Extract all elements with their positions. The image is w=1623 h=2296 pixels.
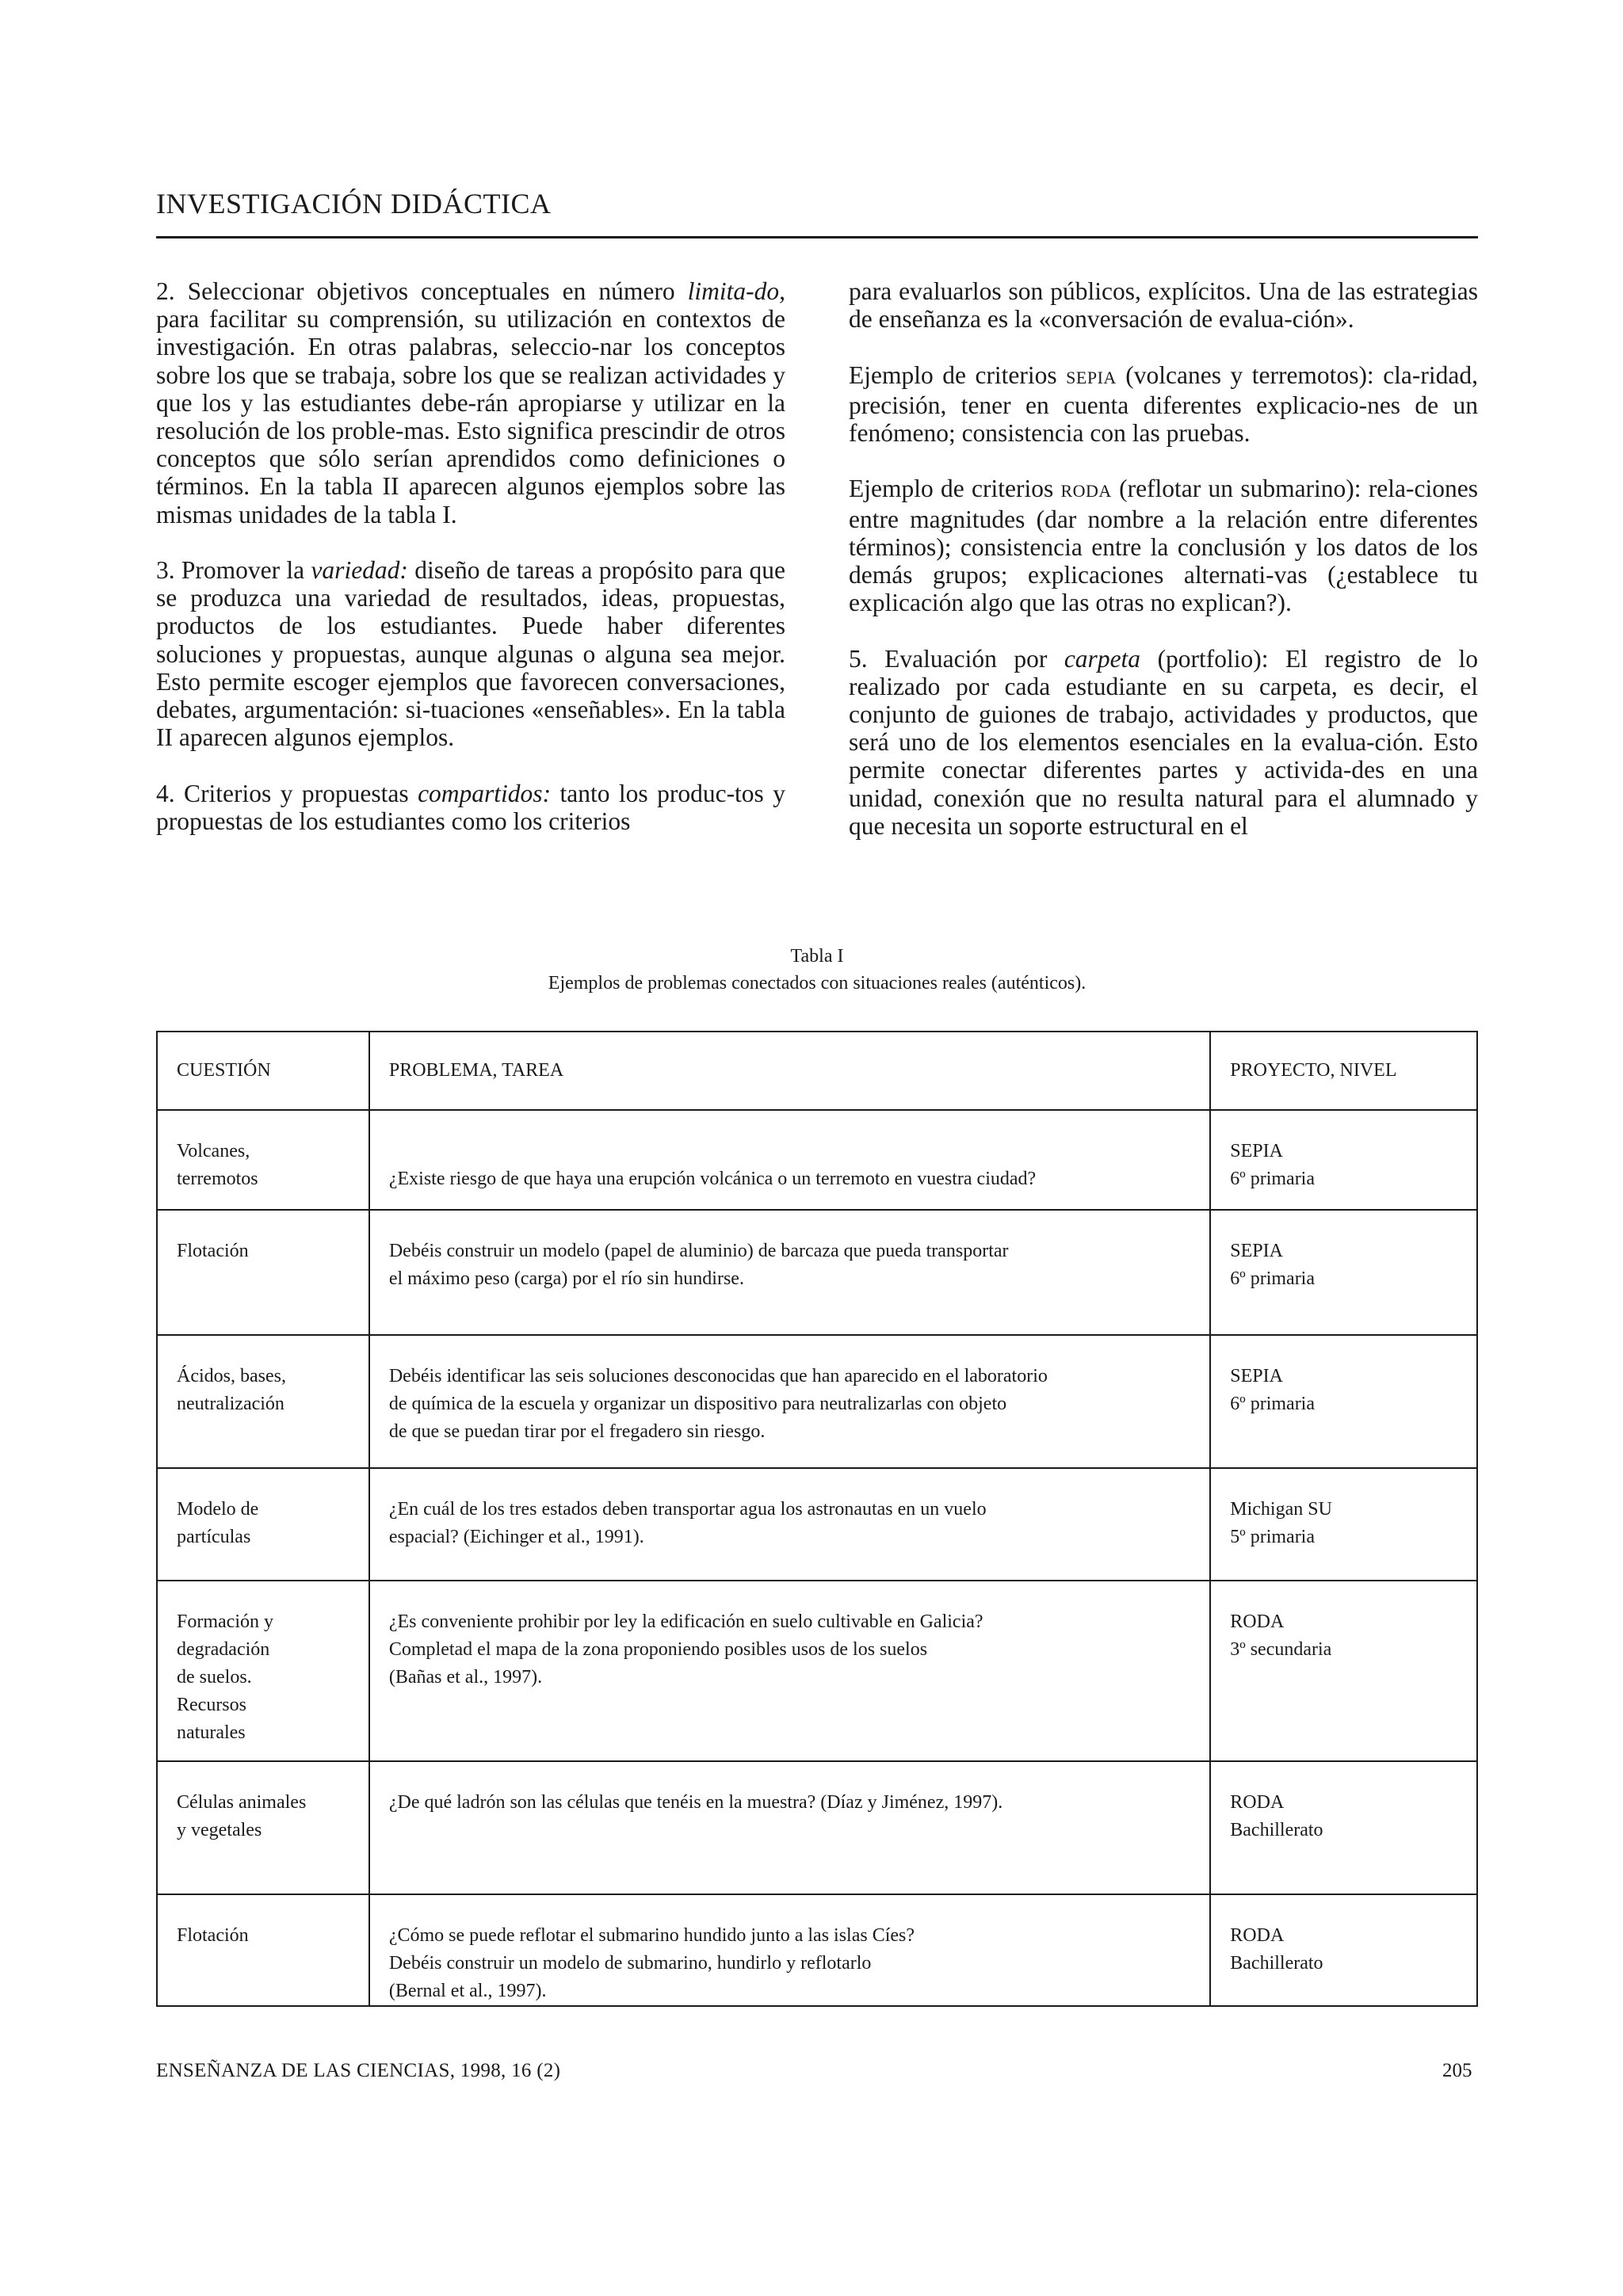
header-proyecto: PROYECTO, NIVEL xyxy=(1210,1032,1477,1110)
table-row xyxy=(157,1581,1477,1761)
left-column xyxy=(156,277,785,835)
cell-line: 6º primaria xyxy=(1230,1268,1315,1289)
cell-line: Recursos xyxy=(177,1695,246,1715)
table-1 xyxy=(156,1031,1478,2007)
cell-line: RODA xyxy=(1230,1792,1285,1813)
cell-line: Michigan SU xyxy=(1230,1499,1332,1520)
cell-line: Ácidos, bases, xyxy=(177,1366,286,1386)
cell-problema xyxy=(369,1894,1210,2006)
text-run: 4. Criterios y propuestas xyxy=(156,779,418,807)
cell-cuestion xyxy=(157,1468,369,1581)
footer-journal: ENSEÑANZA DE LAS CIENCIAS, 1998, 16 (2) xyxy=(156,2060,561,2081)
cell-line: ¿Existe riesgo de que haya una erupción volcánica o un terremoto en vuestra ciudad? xyxy=(388,1169,1037,1189)
paragraph-3 xyxy=(156,556,785,751)
cell-line: Debéis identificar las seis soluciones desconocidas que han aparecido en el laboratorio xyxy=(388,1366,1048,1386)
table-body xyxy=(157,1110,1477,2006)
paragraph-roda-criteria xyxy=(849,475,1478,616)
cell-proyecto xyxy=(1210,1110,1477,1210)
cell-line: degradación xyxy=(177,1639,270,1660)
cell-line: de suelos. xyxy=(177,1667,252,1688)
paragraph-continued: para evaluarlos son públicos, explícitos. Una de las estrategias de enseñanza es la «conversación de evalua-ción». xyxy=(849,277,1478,334)
cell-line: 6º primaria xyxy=(1230,1394,1315,1414)
cell-proyecto xyxy=(1210,1581,1477,1761)
cell-cuestion-content xyxy=(177,1336,349,1418)
cell-proyecto-content xyxy=(1230,1895,1457,1978)
cell-proyecto-content xyxy=(1230,1336,1457,1418)
cell-problema-content xyxy=(389,1762,1190,1817)
italic-term: variedad: xyxy=(311,556,408,585)
cell-problema xyxy=(369,1335,1210,1468)
cell-line: ¿Es conveniente prohibir por ley la edificación en suelo cultivable en Galicia? xyxy=(388,1611,983,1632)
cell-line: de que se puedan tirar por el fregadero sin riesgo. xyxy=(388,1421,766,1442)
italic-term: compartidos: xyxy=(418,779,552,807)
cell-proyecto xyxy=(1210,1335,1477,1468)
cell-line: espacial? (Eichinger et al., 1991). xyxy=(388,1527,644,1547)
cell-proyecto-content xyxy=(1230,1211,1457,1293)
text-run: Ejemplo de criterios xyxy=(849,360,1067,389)
text-run: para facilitar su comprensión, su utilización en contextos de investigación. En otras palabras, seleccio-nar los conceptos sobre los que se trabaja, sobre los que se realizan actividades y que los y las estudiantes debe-rán apropiarse y utilizar en la resolución de los proble-mas. Esto significa prescindir de otros conceptos que sólo serían aprendidos como definiciones o términos. En la tabla II aparecen algunos ejemplos sobre las mismas unidades de la tabla I. xyxy=(156,305,785,528)
header-cuestion: CUESTIÓN xyxy=(157,1032,369,1110)
cell-line: Flotación xyxy=(177,1241,249,1261)
table-row xyxy=(157,1468,1477,1581)
table-header-row xyxy=(157,1032,1477,1110)
paragraph-sepia-criteria xyxy=(849,361,1478,448)
table-caption-subtitle: Ejemplos de problemas conectados con situaciones reales (auténticos). xyxy=(548,973,1086,994)
cell-cuestion xyxy=(157,1110,369,1210)
page-header-title: INVESTIGACIÓN DIDÁCTICA xyxy=(156,188,552,219)
cell-problema xyxy=(369,1110,1210,1210)
text-run: Ejemplo de criterios xyxy=(849,475,1061,503)
cell-cuestion-content xyxy=(177,1211,349,1265)
right-column xyxy=(849,277,1478,840)
cell-proyecto-content xyxy=(1230,1581,1457,1664)
cell-problema-content xyxy=(389,1211,1190,1293)
table-caption xyxy=(156,943,1478,997)
cell-proyecto-content xyxy=(1230,1469,1457,1551)
text-run: (portfolio): El registro de lo realizado por cada estudiante en su carpeta, es decir, el conjunto de guiones de trabajo, actividades y productos, que será uno de los elementos esenciales en la evalua-ción. Esto permite conectar diferentes partes y activida-des en una unidad, conexión que no resulta natural para el alumnado y que necesita un soporte estructural en el xyxy=(849,644,1478,840)
cell-proyecto xyxy=(1210,1468,1477,1581)
cell-problema xyxy=(369,1581,1210,1761)
cell-proyecto-content xyxy=(1230,1111,1457,1193)
cell-line: SEPIA xyxy=(1230,1366,1283,1386)
header-rule xyxy=(156,236,1478,238)
cell-line: ¿En cuál de los tres estados deben transportar agua los astronautas en un vuelo xyxy=(388,1499,987,1520)
small-caps-term: RODA xyxy=(1060,481,1112,502)
cell-line: 6º primaria xyxy=(1230,1169,1315,1189)
table-row xyxy=(157,1761,1477,1894)
cell-line: terremotos xyxy=(177,1169,258,1189)
cell-line: Debéis construir un modelo (papel de aluminio) de barcaza que pueda transportar xyxy=(388,1241,1009,1261)
cell-proyecto xyxy=(1210,1761,1477,1894)
table-row xyxy=(157,1110,1477,1210)
cell-problema-content xyxy=(389,1111,1190,1193)
cell-problema-content xyxy=(389,1581,1190,1691)
cell-line: ¿De qué ladrón son las células que tenéis en la muestra? (Díaz y Jiménez, 1997). xyxy=(388,1792,1003,1813)
italic-term: carpeta xyxy=(1064,644,1141,673)
cell-line: Flotación xyxy=(177,1925,249,1946)
cell-line: naturales xyxy=(177,1722,246,1743)
table-row xyxy=(157,1894,1477,2006)
table-caption-title: Tabla I xyxy=(790,946,844,967)
small-caps-term: SEPIA xyxy=(1066,367,1117,387)
cell-line: neutralización xyxy=(177,1394,285,1414)
cell-line: 3º secundaria xyxy=(1230,1639,1332,1660)
cell-cuestion xyxy=(157,1761,369,1894)
text-run: (volcanes y terremotos): cla-ridad, precisión, tener en cuenta diferentes explicacio-nes de un fenómeno; consistencia con las pruebas. xyxy=(849,360,1478,447)
cell-line: Bachillerato xyxy=(1230,1953,1323,1974)
cell-cuestion-content xyxy=(177,1762,349,1844)
cell-cuestion xyxy=(157,1210,369,1335)
cell-line: RODA xyxy=(1230,1925,1285,1946)
cell-cuestion xyxy=(157,1581,369,1761)
cell-line: ¿Cómo se puede reflotar el submarino hundido junto a las islas Cíes? xyxy=(388,1925,915,1946)
cell-line: Debéis construir un modelo de submarino, hundirlo y reflotarlo xyxy=(388,1953,872,1974)
text-run: diseño de tareas a propósito para que se produzca una variedad de resultados, ideas, propuestas, productos de los estudiantes. Puede haber diferentes soluciones y propuestas, aunque algunas o alguna sea mejor. Esto permite escoger ejemplos que favorecen conversaciones, debates, argumentación: si-tuaciones «enseñables». En la tabla II aparecen algunos ejemplos. xyxy=(156,556,785,752)
table-row xyxy=(157,1210,1477,1335)
cell-line: Células animales xyxy=(177,1792,307,1813)
text-run: (reflotar un submarino): rela-ciones entre magnitudes (dar nombre a la relación entre diferentes términos); consistencia entre la conclusión y los datos de los demás grupos; explicaciones alternati-vas (¿establece tu explicación algo que las otras no explican?). xyxy=(849,475,1478,617)
cell-line: Volcanes, xyxy=(177,1141,250,1161)
cell-line: Completad el mapa de la zona proponiendo posibles usos de los suelos xyxy=(388,1639,928,1660)
cell-line: partículas xyxy=(177,1527,251,1547)
cell-line: (Bañas et al., 1997). xyxy=(388,1667,543,1688)
cell-problema xyxy=(369,1210,1210,1335)
header-problema: PROBLEMA, TAREA xyxy=(369,1032,1210,1110)
cell-cuestion-content xyxy=(177,1469,349,1551)
cell-problema xyxy=(369,1468,1210,1581)
cell-line: el máximo peso (carga) por el río sin hundirse. xyxy=(388,1268,744,1289)
text-run: 5. Evaluación por xyxy=(849,644,1064,673)
cell-cuestion-content xyxy=(177,1111,349,1193)
table-row xyxy=(157,1335,1477,1468)
cell-line: y vegetales xyxy=(177,1820,262,1840)
text-run: tanto los produc-tos y propuestas de los estudiantes como los criterios xyxy=(156,779,785,835)
cell-proyecto-content xyxy=(1230,1762,1457,1844)
cell-proyecto xyxy=(1210,1210,1477,1335)
cell-line: SEPIA xyxy=(1230,1141,1283,1161)
cell-cuestion xyxy=(157,1894,369,2006)
cell-line: Bachillerato xyxy=(1230,1820,1323,1840)
paragraph-4 xyxy=(156,780,785,835)
cell-cuestion-content xyxy=(177,1895,349,1950)
cell-problema-content xyxy=(389,1895,1190,2005)
cell-line: Formación y xyxy=(177,1611,273,1632)
cell-line: (Bernal et al., 1997). xyxy=(388,1981,547,2001)
cell-line: de química de la escuela y organizar un dispositivo para neutralizarlas con objeto xyxy=(388,1394,1007,1414)
cell-problema-content xyxy=(389,1336,1190,1446)
cell-proyecto xyxy=(1210,1894,1477,2006)
italic-term: limita-do, xyxy=(687,277,785,305)
cell-line: RODA xyxy=(1230,1611,1285,1632)
paragraph-5 xyxy=(849,645,1478,840)
cell-cuestion-content xyxy=(177,1581,349,1747)
cell-line: Modelo de xyxy=(177,1499,259,1520)
cell-line: 5º primaria xyxy=(1230,1527,1315,1547)
cell-cuestion xyxy=(157,1335,369,1468)
text-run: 3. Promover la xyxy=(156,556,311,585)
cell-line: SEPIA xyxy=(1230,1241,1283,1261)
cell-problema-content xyxy=(389,1469,1190,1551)
footer-page-number: 205 xyxy=(1442,2060,1472,2081)
paragraph-2 xyxy=(156,277,785,528)
text-run: 2. Seleccionar objetivos conceptuales en número xyxy=(156,277,688,305)
cell-problema xyxy=(369,1761,1210,1894)
